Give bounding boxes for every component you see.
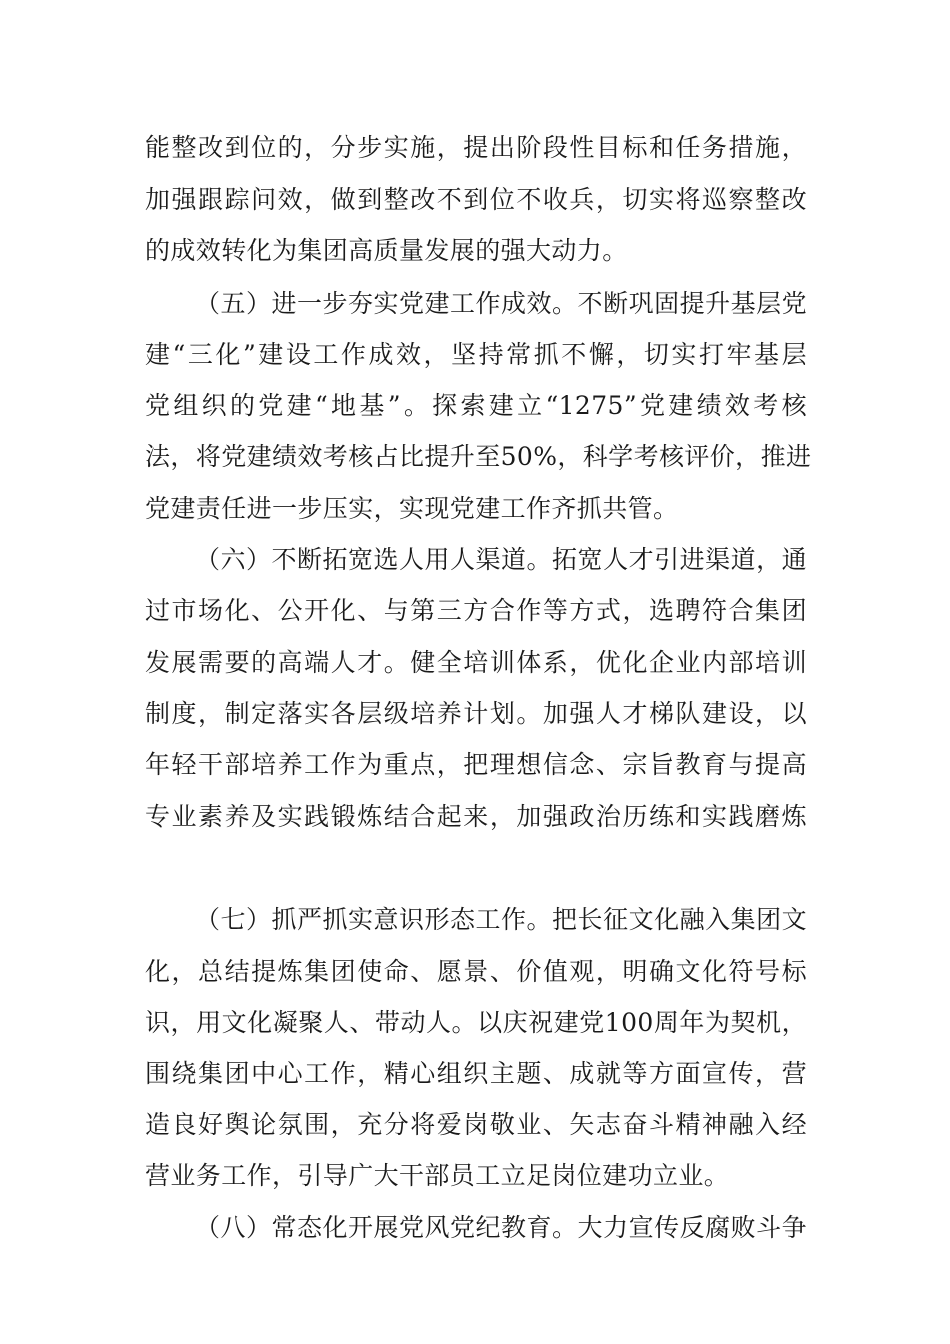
paragraph-heading-line: （八）常态化开展党风党纪教育。大力宣传反腐败斗争	[195, 1213, 807, 1242]
paragraph-heading-line: （五）进一步夯实党建工作成效。不断巩固提升基层党	[195, 289, 807, 318]
paragraph-line: 制度，制定落实各层级培养计划。加强人才梯队建设，以	[145, 699, 807, 728]
paragraph-heading-line: （六）不断拓宽选人用人渠道。拓宽人才引进渠道，通	[195, 545, 807, 574]
paragraph-line: 过市场化、公开化、与第三方合作等方式，选聘符合集团	[145, 596, 807, 625]
paragraph-line: 年轻干部培养工作为重点，把理想信念、宗旨教育与提高	[145, 750, 807, 779]
paragraph-line: 法，将党建绩效考核占比提升至50%，科学考核评价，推进	[145, 442, 812, 471]
paragraph-line: 造良好舆论氛围，充分将爱岗敬业、矢志奋斗精神融入经	[145, 1110, 807, 1139]
paragraph-line: 发展需要的高端人才。健全培训体系，优化企业内部培训	[145, 648, 807, 677]
paragraph-line: 的成效转化为集团高质量发展的强大动力。	[145, 236, 628, 265]
paragraph-line: 专业素养及实践锻炼结合起来，加强政治历练和实践磨炼	[145, 802, 807, 831]
paragraph-line: 党组织的党建“地基”。探索建立“1275”党建绩效考核	[145, 391, 807, 420]
paragraph-line: 营业务工作，引导广大干部员工立足岗位建功立业。	[145, 1161, 730, 1190]
paragraph-line: 能整改到位的，分步实施，提出阶段性目标和任务措施，	[145, 133, 807, 162]
paragraph-line: 围绕集团中心工作，精心组织主题、成就等方面宣传，营	[145, 1059, 807, 1088]
paragraph-line: 化，总结提炼集团使命、愿景、价值观，明确文化符号标	[145, 957, 807, 986]
paragraph-line: 识，用文化凝聚人、带动人。以庆祝建党100周年为契机，	[145, 1008, 807, 1037]
paragraph-line: 建“三化”建设工作成效，坚持常抓不懈，切实打牢基层	[145, 340, 807, 369]
paragraph-line: 加强跟踪问效，做到整改不到位不收兵，切实将巡察整改	[145, 185, 807, 214]
paragraph-line: 党建责任进一步压实，实现党建工作齐抓共管。	[145, 494, 679, 523]
paragraph-heading-line: （七）抓严抓实意识形态工作。把长征文化融入集团文	[195, 905, 807, 934]
